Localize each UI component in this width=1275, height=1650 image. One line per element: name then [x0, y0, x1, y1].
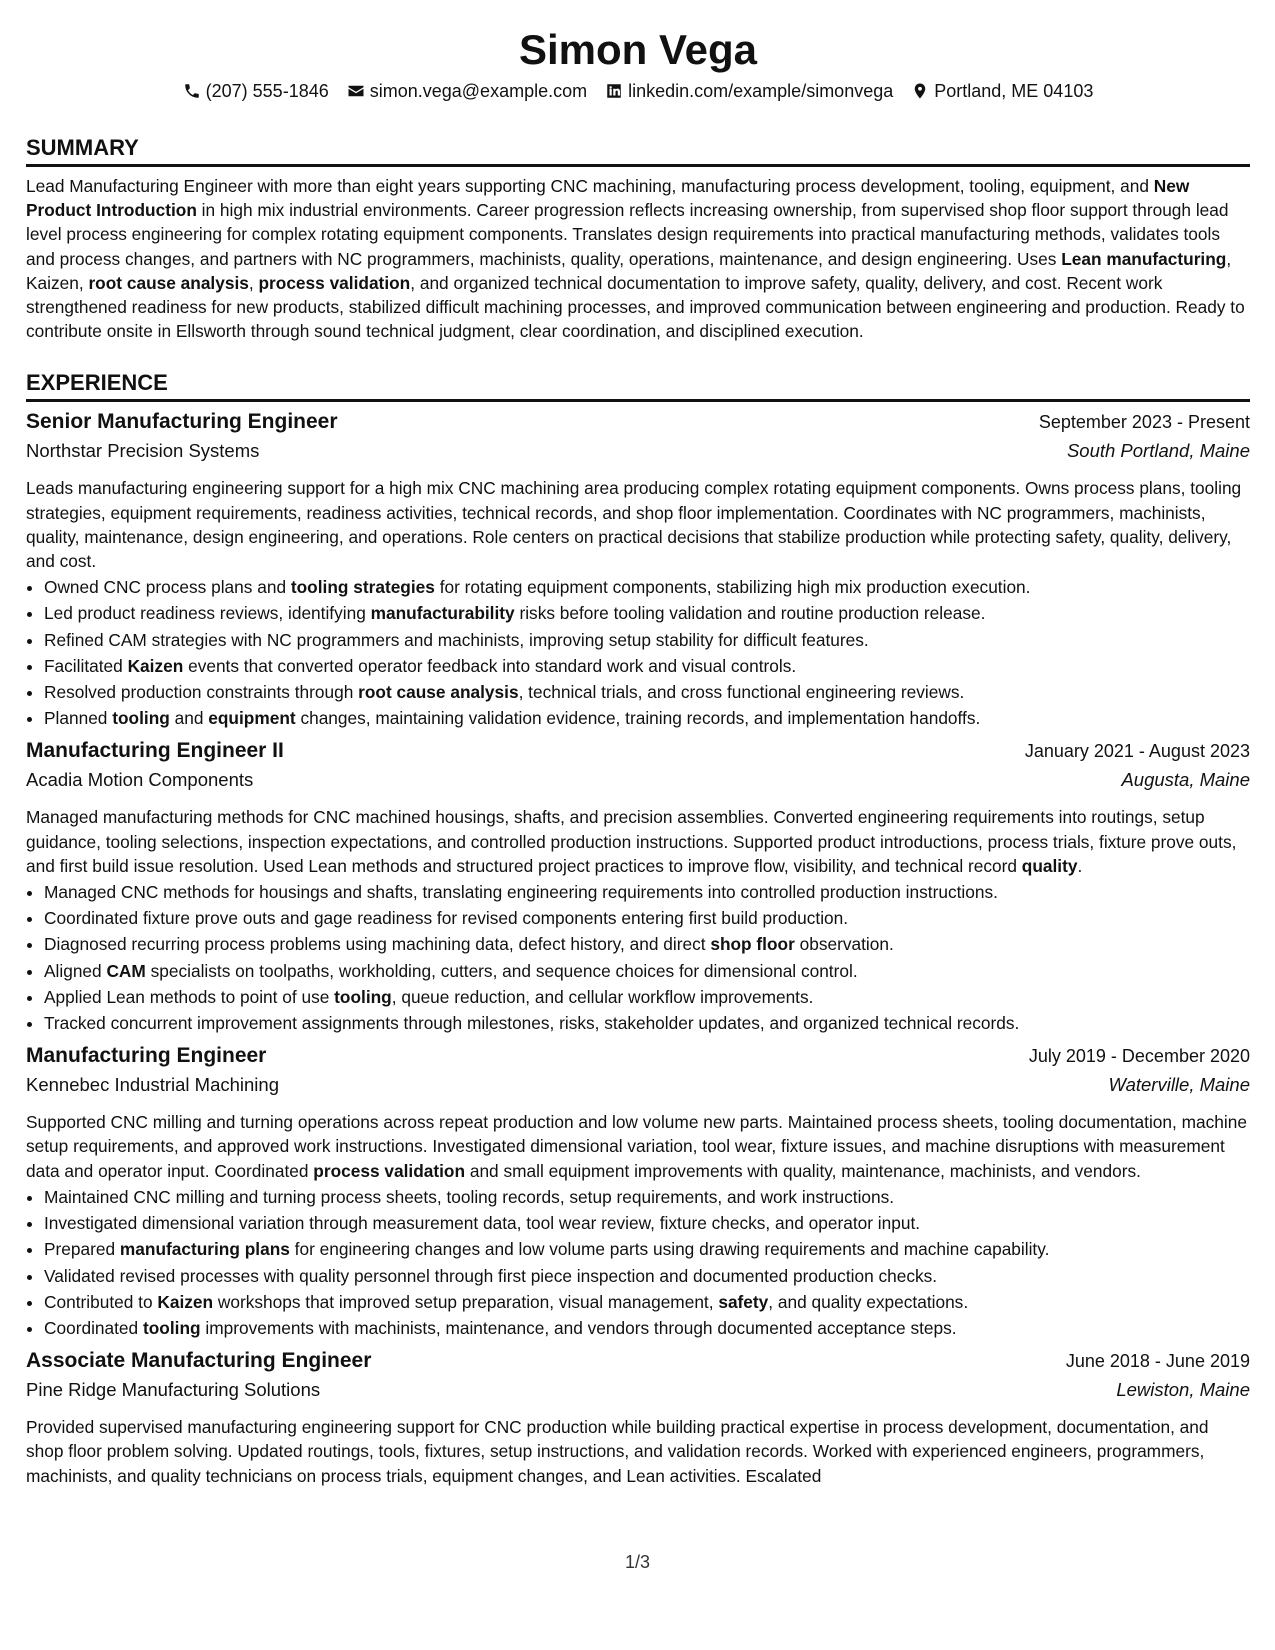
page-number: 1/3	[624, 1552, 651, 1572]
summary-heading: SUMMARY	[26, 136, 1250, 167]
bullet-item	[44, 1010, 1250, 1036]
text-run: Lead Manufacturing Engineer with more than eight years supporting CNC machining, manufacturing process development, tooling, equipment, and	[26, 176, 1154, 196]
bold-keyword: tooling	[112, 708, 170, 729]
bullet-item	[44, 574, 1250, 600]
job-bullets	[26, 574, 1250, 731]
contact-phone	[183, 81, 329, 102]
text-run: ,	[248, 272, 259, 293]
candidate-name: Simon Vega	[518, 26, 758, 73]
text-run: Owned CNC process plans and	[44, 577, 291, 598]
job-entry	[26, 739, 1250, 1036]
bullet-item	[44, 984, 1250, 1010]
bullet-item	[44, 1289, 1250, 1315]
text-run: improvements with machinists, maintenance, and vendors through documented acceptance steps.	[200, 1317, 957, 1338]
text-run: , and organized technical documentation to improve safety, quality, delivery, and cost. Recent work strengthened readiness for new products, stabilized difficult machining processes, and improved communication between engineering and production. Ready to contribute onsite in Ellsworth through sound technical judgment, clear coordination, and disciplined execution.	[26, 272, 1245, 342]
contact-bar	[26, 78, 1250, 104]
bold-keyword: tooling	[142, 1317, 201, 1338]
job-entry	[26, 1044, 1250, 1341]
text-run: Applied Lean methods to point of use	[44, 986, 335, 1007]
email-text[interactable]: simon.vega@example.com	[369, 80, 588, 101]
bold-keyword: Kaizen	[157, 1291, 214, 1312]
text-run: Coordinated	[44, 1317, 143, 1338]
bullet-item	[44, 627, 1250, 653]
text-run: , queue reduction, and cellular workflow improvements.	[391, 986, 814, 1007]
job-entry	[26, 1349, 1250, 1488]
bold-keyword: process validation	[258, 272, 411, 293]
bullet-item	[44, 705, 1250, 731]
bullet-item	[44, 1236, 1250, 1262]
text-run: for engineering changes and low volume parts using drawing requirements and machine capability.	[289, 1239, 1050, 1260]
text-run: Managed manufacturing methods for CNC machined housings, shafts, and precision assemblies. Converted engineering requirements into routings, setup guidance, tooling selections, inspection expectations, and controlled production instructions. Supported product introductions, process trials, fixture prove outs, and first build issue resolution. Used Lean methods and structured project practices to improve flow, visibility, and technical record	[26, 807, 1237, 876]
text-run: specialists on toolpaths, workholding, cutters, and sequence choices for dimensional control.	[145, 960, 858, 981]
bullet-item	[44, 1184, 1250, 1210]
text-run: Tracked concurrent improvement assignments through milestones, risks, stakeholder updates, and organized technical records.	[44, 1013, 1020, 1034]
job-bullets	[26, 1184, 1250, 1341]
map-pin-icon	[911, 82, 929, 100]
job-company: Pine Ridge Manufacturing Solutions	[26, 1379, 321, 1401]
job-title: Manufacturing Engineer II	[26, 739, 284, 763]
job-company: Kennebec Industrial Machining	[26, 1074, 279, 1096]
bullet-item	[44, 600, 1250, 626]
text-run: Diagnosed recurring process problems using machining data, defect history, and direct	[44, 934, 711, 955]
job-dates: July 2019 - December 2020	[1028, 1046, 1250, 1067]
text-run: Prepared	[44, 1239, 120, 1260]
job-location: South Portland, Maine	[1066, 440, 1250, 462]
text-run: , Kaizen,	[26, 248, 1232, 293]
text-run: , technical trials, and cross functional engineering reviews.	[518, 682, 965, 703]
phone-icon	[183, 82, 201, 100]
bold-keyword: Kaizen	[127, 655, 184, 676]
experience-list	[26, 410, 1250, 1487]
text-run: Contributed to	[44, 1291, 158, 1312]
text-run: changes, maintaining validation evidence, training records, and implementation handoffs.	[295, 708, 981, 729]
text-run: Facilitated	[44, 655, 128, 676]
bold-keyword: tooling	[334, 986, 392, 1007]
job-title: Senior Manufacturing Engineer	[26, 410, 338, 434]
bullet-item	[44, 931, 1250, 957]
text-run: Supported CNC milling and turning operations across repeat production and low volume new parts. Maintained process sheets, tooling documentation, machine setup requirements, and approved work instructions. Investigated dimensional variation, tool wear, fixture issues, and machine disruptions with measurement data and operator input. Coordinated	[26, 1112, 1247, 1181]
linkedin-text[interactable]: linkedin.com/example/simonvega	[628, 80, 894, 101]
text-run: risks before tooling validation and routine production release.	[514, 603, 986, 624]
experience-heading: EXPERIENCE	[26, 371, 1250, 402]
text-run: Managed CNC methods for housings and shafts, translating engineering requirements into controlled production instructions.	[44, 882, 998, 903]
bold-keyword: manufacturability	[370, 603, 515, 624]
location-text: Portland, ME 04103	[934, 80, 1094, 101]
bold-keyword: Lean manufacturing	[1061, 248, 1227, 269]
bullet-item	[44, 1210, 1250, 1236]
phone-text: (207) 555-1846	[205, 80, 329, 101]
bold-keyword: process validation	[313, 1160, 466, 1181]
bold-keyword: root cause analysis	[358, 682, 519, 703]
bold-keyword: safety	[718, 1291, 769, 1312]
bullet-item	[44, 679, 1250, 705]
bullet-item	[44, 1315, 1250, 1341]
text-run: Led product readiness reviews, identifying	[44, 603, 371, 624]
job-title: Associate Manufacturing Engineer	[26, 1349, 372, 1373]
contact-email[interactable]	[347, 81, 587, 102]
text-run: Resolved production constraints through	[44, 682, 359, 703]
text-run: and small equipment improvements with quality, maintenance, machinists, and vendors.	[465, 1160, 1141, 1181]
job-description	[26, 1110, 1250, 1183]
text-run: workshops that improved setup preparation, visual management,	[213, 1291, 719, 1312]
job-location: Lewiston, Maine	[1116, 1379, 1250, 1401]
text-run: observation.	[794, 934, 894, 955]
linkedin-icon	[605, 82, 623, 100]
job-bullets	[26, 879, 1250, 1036]
text-run: Refined CAM strategies with NC programmers and machinists, improving setup stability for difficult features.	[44, 629, 869, 650]
job-dates: June 2018 - June 2019	[1065, 1351, 1250, 1372]
text-run: events that converted operator feedback into standard work and visual controls.	[183, 655, 797, 676]
bold-keyword: root cause analysis	[88, 272, 249, 293]
text-run: Provided supervised manufacturing engineering support for CNC production while building practical expertise in process development, documentation, and shop floor problem solving. Updated routings, tools, fixtures, setup instructions, and validation records. Worked with experienced engineers, programmers, machinists, and quality technicians on process trials, equipment changes, and Lean activities. Escalated	[26, 1417, 1209, 1486]
text-run: , and quality expectations.	[768, 1291, 969, 1312]
bullet-item	[44, 653, 1250, 679]
job-description	[26, 1415, 1250, 1488]
contact-linkedin[interactable]	[605, 81, 893, 102]
contact-location	[911, 81, 1093, 102]
job-company: Acadia Motion Components	[26, 769, 254, 791]
job-title: Manufacturing Engineer	[26, 1044, 267, 1068]
text-run: and	[169, 708, 209, 729]
summary-text	[26, 174, 1250, 343]
job-location: Augusta, Maine	[1121, 769, 1250, 791]
text-run: Investigated dimensional variation through measurement data, tool wear review, fixture checks, and operator input.	[44, 1213, 921, 1234]
text-run: in high mix industrial environments. Career progression reflects increasing ownership, from supervised shop floor support through lead level process engineering for complex rotating equipment components. Translates design requirements into practical manufacturing methods, validates tools and process changes, and partners with NC programmers, machinists, quality, operations, maintenance, and design engineering. Uses	[26, 200, 1229, 269]
job-company: Northstar Precision Systems	[26, 440, 260, 462]
job-dates: January 2021 - August 2023	[1024, 741, 1250, 762]
bullet-item	[44, 958, 1250, 984]
text-run: .	[1077, 855, 1083, 876]
bold-keyword: New Product Introduction	[26, 176, 1190, 221]
bold-keyword: equipment	[208, 708, 296, 729]
text-run: Validated revised processes with quality personnel through first piece inspection and documented production checks.	[44, 1265, 938, 1286]
resume-page	[26, 0, 1250, 1488]
text-run: Coordinated fixture prove outs and gage readiness for revised components entering first build production.	[44, 908, 849, 929]
bullet-item	[44, 905, 1250, 931]
text-run: Leads manufacturing engineering support for a high mix CNC machining area producing complex rotating equipment components. Owns process plans, tooling strategies, equipment requirements, readiness activities, technical records, and shop floor implementation. Coordinates with NC programmers, machinists, quality, maintenance, design engineering, and operations. Role centers on practical decisions that stabilize production while protecting safety, quality, delivery, and cost.	[26, 478, 1242, 572]
text-run: Maintained CNC milling and turning process sheets, tooling records, setup requirements, and work instructions.	[44, 1186, 895, 1207]
job-dates: September 2023 - Present	[1038, 412, 1250, 433]
job-location: Waterville, Maine	[1108, 1074, 1250, 1096]
bold-keyword: manufacturing plans	[119, 1239, 290, 1260]
text-run: Aligned	[44, 960, 107, 981]
job-description	[26, 476, 1250, 573]
job-description	[26, 805, 1250, 878]
bold-keyword: shop floor	[710, 934, 795, 955]
bold-keyword: CAM	[106, 960, 146, 981]
bullet-item	[44, 1263, 1250, 1289]
bold-keyword: quality	[1021, 855, 1078, 876]
text-run: Planned	[44, 708, 113, 729]
bullet-item	[44, 879, 1250, 905]
text-run: for rotating equipment components, stabilizing high mix production execution.	[434, 577, 1031, 598]
envelope-icon	[347, 82, 365, 100]
bold-keyword: tooling strategies	[290, 577, 435, 598]
job-entry	[26, 410, 1250, 731]
